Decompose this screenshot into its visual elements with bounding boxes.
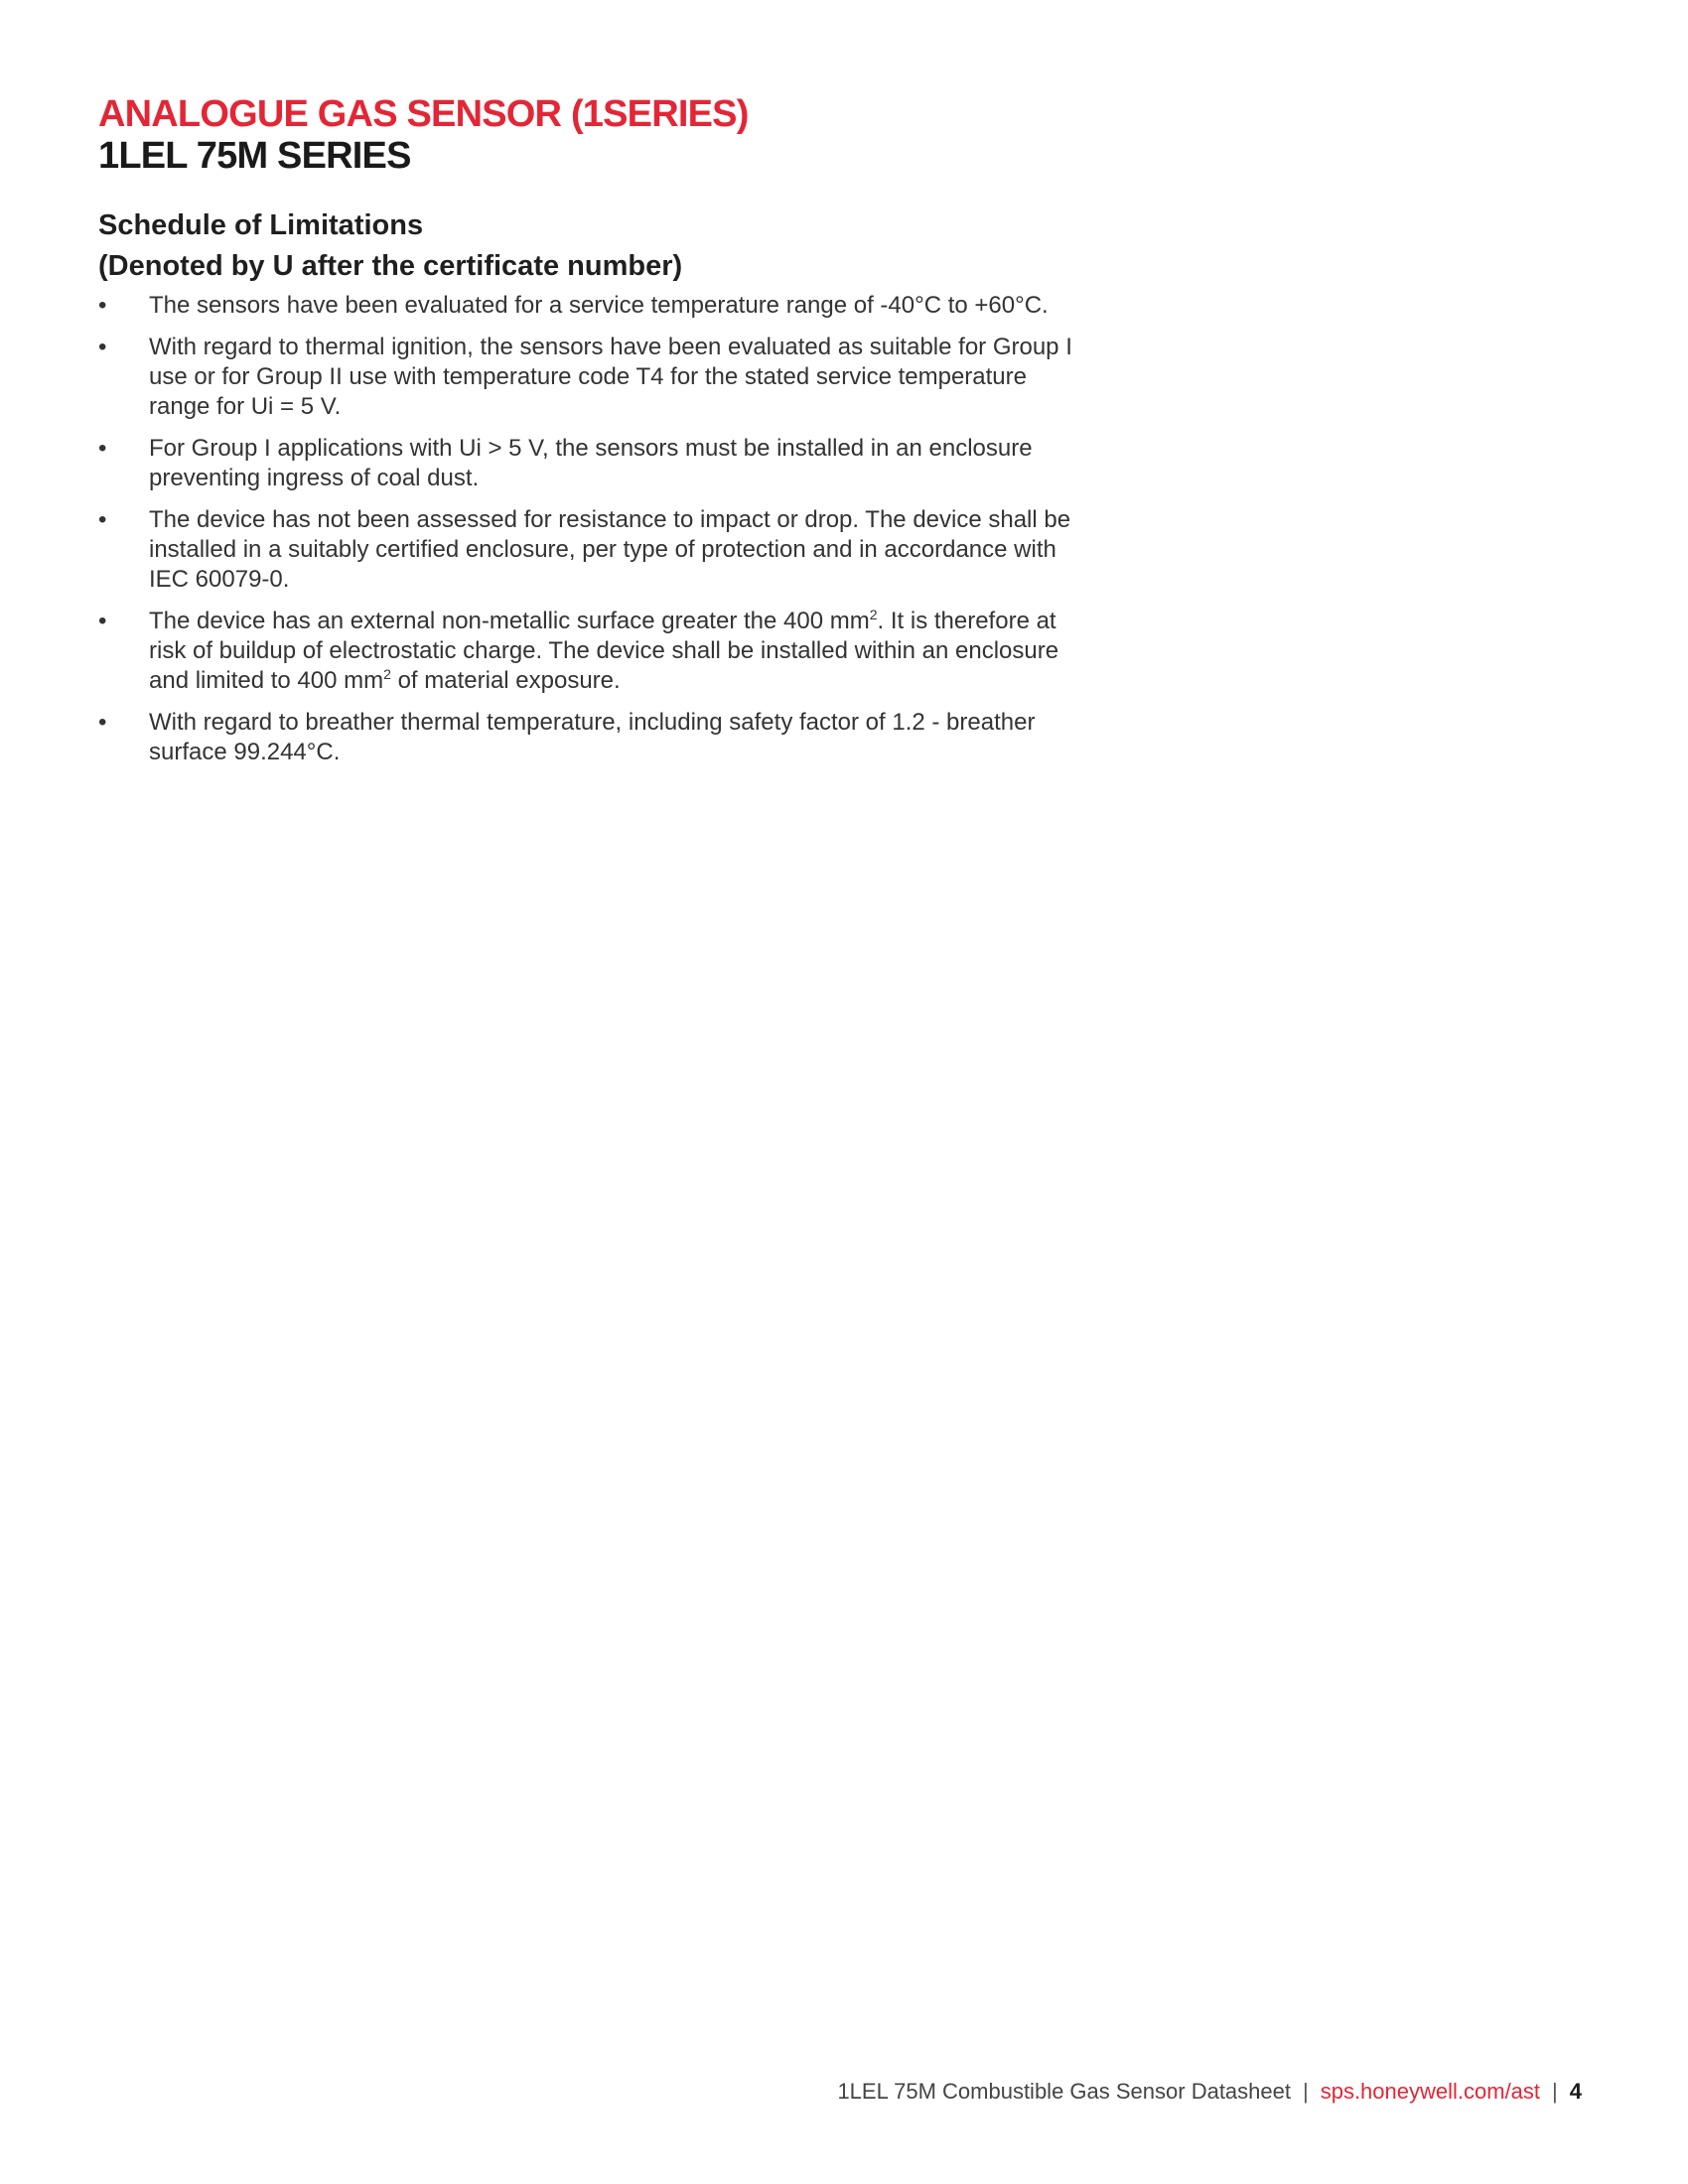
bullet-icon: • [98, 506, 107, 533]
list-item [98, 607, 1081, 696]
superscript: 2 [869, 607, 878, 622]
list-item [98, 505, 1081, 595]
list-item [98, 708, 1081, 767]
product-series-title: 1LEL 75M SERIES [98, 135, 411, 177]
section-heading-line1: Schedule of Limitations [98, 209, 424, 241]
list-item [98, 333, 1081, 422]
list-item-text: For Group I applications with Ui > 5 V, the sensors must be installed in an enclosure preventing ingress of coal dust. [149, 435, 1033, 491]
bullet-icon: • [98, 709, 107, 736]
list-item-text: The device has not been assessed for resistance to impact or drop. The device shall be installed in a suitably certified enclosure, per type of protection and in accordance with IEC 60079-0. [149, 506, 1071, 593]
superscript: 2 [383, 666, 391, 682]
section-heading [98, 205, 1081, 287]
page-footer [837, 2077, 1582, 2107]
bullet-icon: • [98, 608, 107, 634]
page-header [98, 93, 1091, 177]
schedule-of-limitations-section [98, 205, 1081, 779]
list-item-text-part: The device has an external non-metallic surface greater the 400 mm [149, 608, 870, 634]
list-item [98, 291, 1081, 321]
list-item [98, 434, 1081, 493]
product-category-title: ANALOGUE GAS SENSOR (1SERIES) [98, 93, 749, 135]
list-item-text: With regard to breather thermal temperature, including safety factor of 1.2 - breather surface 99.244°C. [149, 709, 1036, 765]
footer-separator: | [1552, 2079, 1558, 2104]
bullet-icon: • [98, 334, 107, 360]
list-item-text-part: of material exposure. [390, 667, 621, 694]
footer-separator: | [1302, 2079, 1309, 2104]
list-item-text [149, 608, 1058, 694]
limitations-list [98, 291, 1081, 767]
list-item-text: The sensors have been evaluated for a service temperature range of -40°C to +60°C. [149, 292, 1049, 319]
page-number: 4 [1569, 2079, 1582, 2104]
list-item-text: With regard to thermal ignition, the sensors have been evaluated as suitable for Group I use or for Group II use with temperature code T4 for the stated service temperature range for Ui = 5 V. [149, 334, 1072, 420]
bullet-icon: • [98, 292, 107, 319]
list-item-text-part: . It is therefore at risk of buildup of electrostatic charge. The device shall be installed within an enclosure and limited to 400 mm [149, 608, 1059, 694]
footer-url-link[interactable]: sps.honeywell.com/ast [1320, 2079, 1541, 2104]
section-heading-line2: (Denoted by U after the certificate number) [98, 250, 683, 282]
bullet-icon: • [98, 435, 107, 462]
footer-doc-title: 1LEL 75M Combustible Gas Sensor Datasheet [837, 2079, 1291, 2104]
